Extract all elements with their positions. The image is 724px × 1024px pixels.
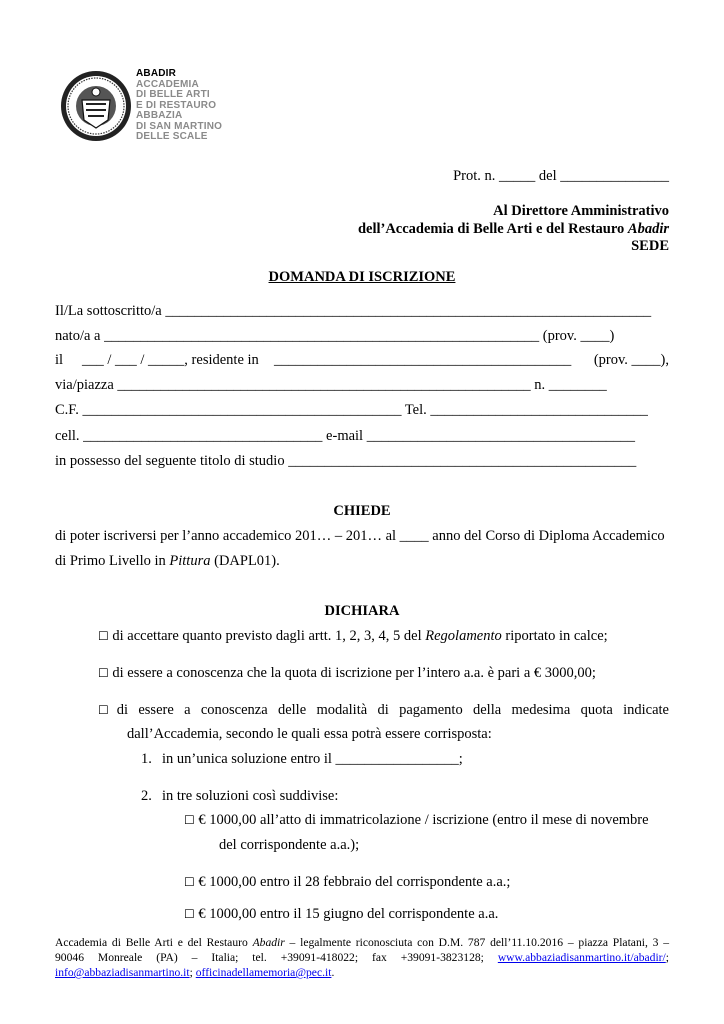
field-cell-email[interactable]: cell. _________________________________ e-mail _____________________________________ [55, 428, 635, 444]
addressee-line-1: Al Direttore Amministrativo [493, 203, 669, 219]
field-sottoscritto[interactable]: Il/La sottoscritto/a ___________________________________________________________________ [55, 303, 652, 319]
dichiara-item-1-text: di accettare quanto previsto dagli artt. 1, 2, 3, 4, 5 del [112, 628, 426, 644]
field-titolo-studio[interactable]: in possesso del seguente titolo di studio ________________________________________________ [55, 453, 637, 469]
pec-link[interactable]: officinadellamemoria@pec.it [195, 966, 332, 979]
chiede-line-2-suffix: (DAPL01). [210, 553, 280, 569]
dichiara-item-3[interactable] [98, 701, 669, 719]
addressee-line-2 [358, 220, 669, 238]
footer-semicolon: ; [665, 951, 669, 964]
field-via[interactable]: via/piazza _________________________________________________________ n. ________ [55, 377, 607, 393]
field-nato[interactable]: nato/a a ____________________________________________________________ (prov. ____) [55, 328, 615, 344]
footer-period: . [331, 966, 335, 979]
field-date[interactable]: ___ / ___ / _____, residente in [82, 352, 259, 368]
dichiara-heading: DICHIARA [324, 603, 400, 619]
footer-line-3 [55, 966, 669, 981]
checkbox-icon[interactable]: ☐ [184, 813, 195, 827]
footer-separator: ; [189, 966, 196, 979]
addressee-line-3: SEDE [631, 238, 669, 254]
logo-line: ABBAZIA [136, 110, 183, 121]
field-residenza[interactable]: _________________________________________ [274, 352, 572, 368]
rata-3-text: € 1000,00 entro il 15 giugno del corrispondente a.a. [198, 906, 499, 922]
checkbox-icon[interactable]: ☐ [98, 629, 109, 643]
checkbox-icon[interactable]: ☐ [184, 875, 195, 889]
field-il-label: il [55, 352, 64, 368]
logo-line: DI SAN MARTINO [136, 120, 223, 132]
field-cf-tel[interactable]: C.F. ____________________________________________ Tel. ______________________________ [55, 402, 648, 418]
logo-line: ACCADEMIA [136, 78, 199, 90]
checkbox-icon[interactable]: ☐ [98, 703, 109, 717]
dichiara-item-3-line-2: dall’Accademia, secondo le quali essa potrà essere corrisposta: [127, 726, 492, 742]
footer-line-1 [55, 936, 669, 951]
footer-line-2 [55, 951, 669, 966]
footer-text: Accademia di Belle Arti e del Restauro [55, 936, 253, 949]
option-1-unica-soluzione[interactable]: in un’unica soluzione entro il _________________; [162, 751, 463, 767]
document-title: DOMANDA DI ISCRIZIONE [268, 269, 456, 285]
chiede-line-2 [55, 552, 280, 570]
rata-1-text: € 1000,00 all’atto di immatricolazione / iscrizione (entro il mese di novembre [198, 812, 649, 828]
dichiara-item-2[interactable] [98, 664, 596, 682]
option-2-number: 2. [141, 788, 152, 804]
dichiara-item-1[interactable] [98, 627, 608, 645]
chiede-line-1: di poter iscriversi per l’anno accademico 201… – 201… al ____ anno del Corso di Diploma Accademico [55, 528, 665, 544]
footer-abadir: Abadir [252, 936, 285, 949]
corso-name: Pittura [169, 553, 211, 569]
option-2-tre-soluzioni[interactable]: in tre soluzioni così suddivise: [162, 788, 339, 804]
rata-1[interactable] [184, 811, 649, 829]
dichiara-item-1-suffix: riportato in calce; [501, 628, 608, 644]
rata-2[interactable] [184, 873, 510, 891]
rata-1-line-2: del corrispondente a.a.); [219, 837, 360, 853]
protocol-line: Prot. n. _____ del _______________ [453, 168, 669, 184]
field-prov[interactable]: (prov. ____), [593, 352, 669, 368]
logo-wordmark [136, 69, 222, 143]
logo-line: DELLE SCALE [136, 131, 208, 142]
chiede-heading: CHIEDE [333, 503, 391, 519]
abadir-seal-logo [60, 70, 132, 142]
logo-line: E DI RESTAURO [136, 99, 217, 111]
logo-line: DI BELLE ARTI [136, 89, 210, 100]
chiede-line-2-text: di Primo Livello in [55, 553, 170, 569]
email-link[interactable]: info@abbaziadisanmartino.it [55, 966, 190, 979]
rata-2-text: € 1000,00 entro il 28 febbraio del corrispondente a.a.; [198, 874, 511, 890]
dichiara-item-3-line-1: di essere a conoscenza delle modalità di pagamento della medesima quota indicate [116, 702, 669, 718]
regolamento-italic: Regolamento [425, 628, 502, 644]
option-1-number: 1. [141, 751, 152, 767]
checkbox-icon[interactable]: ☐ [98, 666, 109, 680]
dichiara-item-2-text: di essere a conoscenza che la quota di iscrizione per l’intero a.a. è pari a € 3000,00; [112, 665, 596, 681]
rata-3[interactable] [184, 905, 498, 923]
addressee-line-2-text: dell’Accademia di Belle Arti e del Restauro [357, 221, 628, 237]
addressee-line-2-italic: Abadir [627, 221, 669, 237]
footer-text-2: – legalmente riconosciuta con D.M. 787 dell’11.10.2016 – piazza Platani, 3 – [284, 936, 669, 949]
footer-contacts: 90046 Monreale (PA) – Italia; tel. +39091-418022; fax +39091-3823128; [55, 951, 484, 964]
website-link[interactable]: www.abbaziadisanmartino.it/abadir/ [497, 951, 666, 964]
checkbox-icon[interactable]: ☐ [184, 907, 195, 921]
logo-line: ABADIR [136, 68, 177, 79]
